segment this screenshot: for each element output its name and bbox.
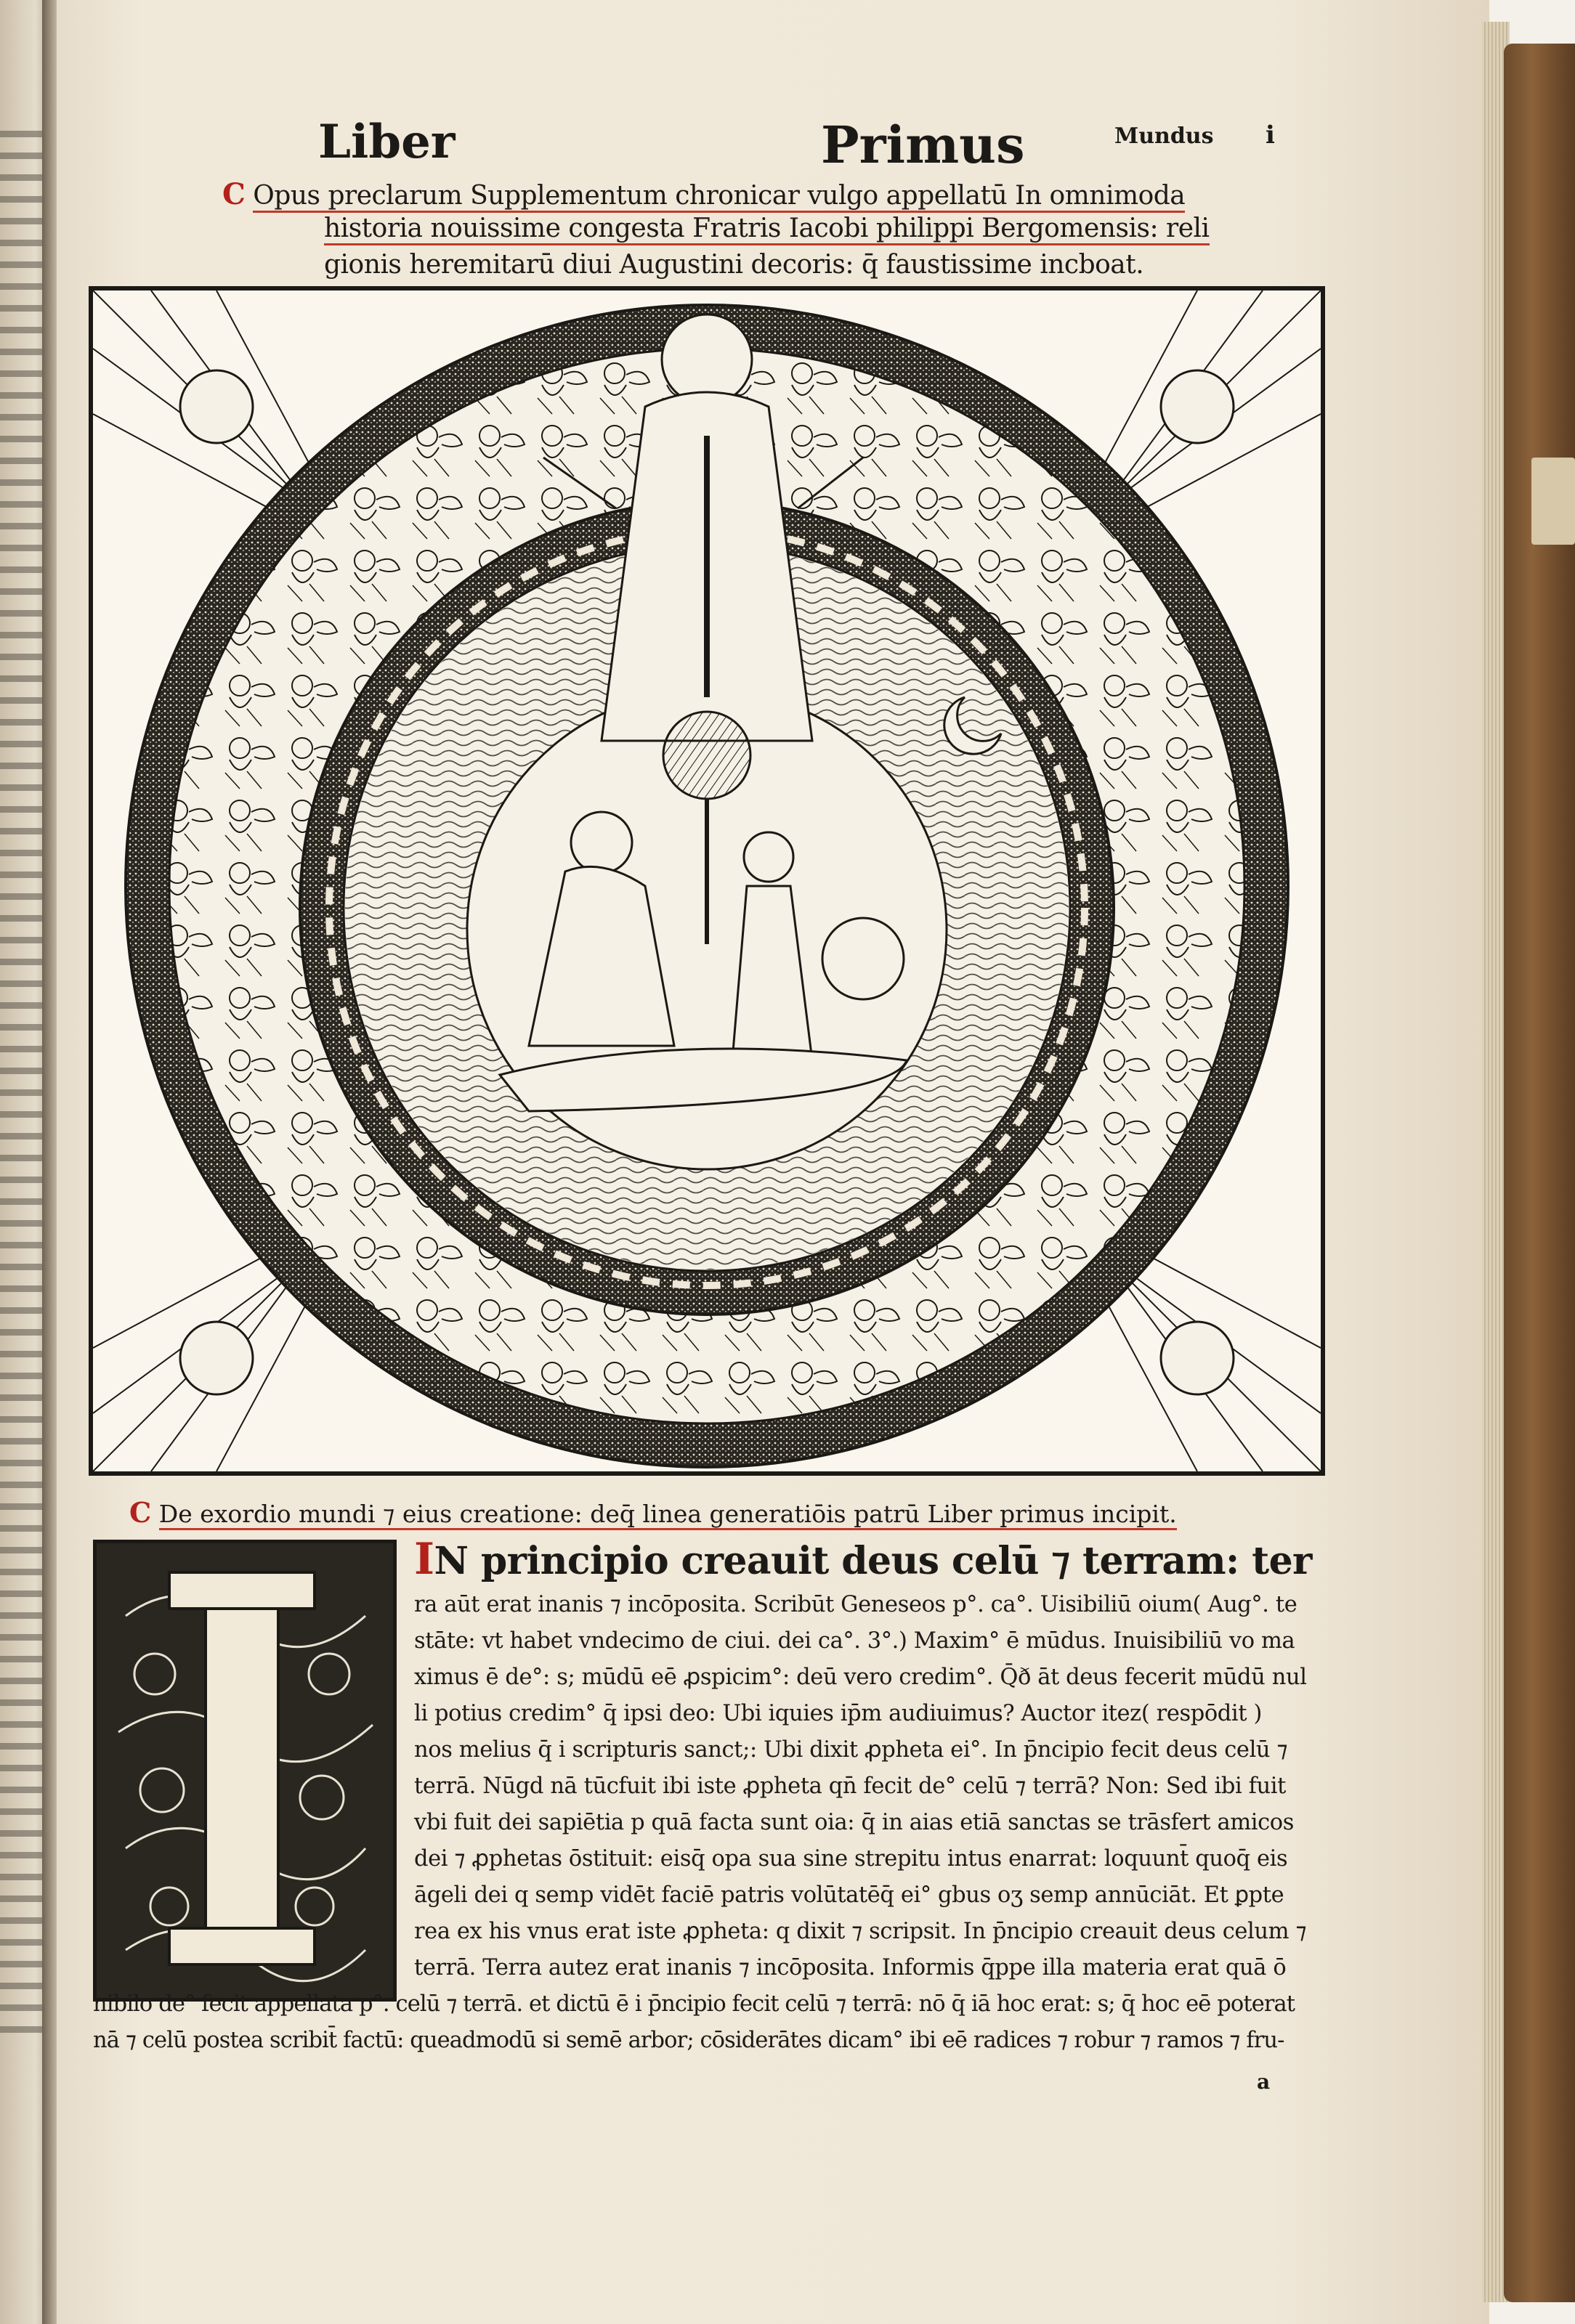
header-liber: Liber: [318, 115, 456, 169]
folio-number: i: [1266, 121, 1275, 150]
title-line-2: [324, 214, 1210, 243]
body-line-3: ximus ē de°: s; mūdū eē ꝓspicim°: deū vero credim°. Q̄ð āt deus fecerit mūdū nul: [414, 1665, 1307, 1690]
body-line-10: rea ex his vnus erat iste ꝓpheta: q dixit ⁊ scripsit. In p̄ncipio creauit deus celum ⁊: [414, 1919, 1307, 1944]
title-line-2-text: historia nouissime congesta Fratris Iacobi philippi Bergomensis: reli: [324, 214, 1210, 245]
body-line-12: nibilo de° fecit appellata p°. celū ⁊ terrā. et dictū ē i p̄ncipio fecit celū ⁊ terrā: nō q̄ iā hoc erat: s; q̄ hoc eē poterat: [93, 1991, 1295, 2017]
header-mundus: Mundus: [1114, 123, 1214, 149]
woodcut-drawing: [93, 290, 1321, 1471]
caption-text: De exordio mundi ⁊ eius creatione: deq̄ linea generatiōis patrū Liber primus incipit.: [159, 1500, 1177, 1530]
creation-woodcut: [89, 286, 1325, 1476]
body-line-5: nos melius q̄ i scripturis sanct;: Ubi dixit ꝓpheta ei°. In p̄ncipio fecit deus celū ⁊: [414, 1737, 1288, 1763]
body-line-4: li potius credim° q̄ ipsi deo: Ubi iquies ip̄m audiuimus? Auctor itez( respōdit ): [414, 1701, 1262, 1726]
title-line-1: [222, 177, 1185, 211]
decorated-initial: [93, 1540, 397, 2002]
paper-tab: [1531, 458, 1575, 545]
title-line-1-text: Opus preclarum Supplementum chronicar vulgo appellatū In omnimoda: [253, 181, 1185, 213]
book-gutter: [42, 0, 58, 2324]
initial-ornament: [97, 1543, 393, 1998]
catchword: a: [1257, 2070, 1271, 2094]
incipit-text: N principio creauit deus celū ⁊ terram: ter: [434, 1539, 1312, 1583]
body-line-9: āgeli dei q semp vidēt faciē patris volūtatēq̄ ei° gbus oʒ semp annūciāt. Et ꝑpte: [414, 1882, 1284, 1908]
body-line-7: vbi fuit dei sapiētia p quā facta sunt oia: q̄ in aias etiā sanctas se trāsfert amicos: [414, 1810, 1295, 1835]
body-line-13: nā ⁊ celū postea scribit̄ factū: queadmodū si semē arbor; cōsiderātes dicam° ibi eē radices ⁊ robur ⁊ ramos ⁊ fru-: [93, 2028, 1284, 2053]
pilcrow-mark: C: [222, 177, 246, 211]
body-line-8: dei ⁊ ꝓphetas ōstituit: eisq̄ opa sua sine strepitu intus enarrat: loquunt̄ quoq̄ eis: [414, 1846, 1288, 1872]
title-line-3: [324, 250, 1143, 280]
chapter-caption: [129, 1496, 1177, 1529]
body-line-1: ra aūt erat inanis ⁊ incōposita. Scribūt Geneseos p°. ca°. Uisibiliū oium( Aug°. te: [414, 1592, 1297, 1617]
header-primus: Primus: [821, 115, 1025, 175]
left-page-text: [0, 131, 42, 2033]
caption-pilcrow: C: [129, 1496, 152, 1529]
body-line-11: terrā. Terra autez erat inanis ⁊ incōposita. Informis q̄ppe illa materia erat quā ō: [414, 1955, 1287, 1980]
title-line-3-text: gionis heremitarū diui Augustini decoris: q̄ faustissime incboat.: [324, 250, 1144, 280]
book-binding: [1504, 44, 1575, 2302]
incipit-red-initial: I: [414, 1534, 434, 1585]
body-line-6: terrā. Nūgd nā tūcfuit ibi iste ꝓpheta qn̄ fecit de° celū ⁊ terrā? Non: Sed ibi fuit: [414, 1774, 1286, 1799]
incipit-line: [414, 1534, 1312, 1585]
body-line-2: stāte: vt habet vndecimo de ciui. dei ca°. 3°.) Maxim° ē mūdus. Inuisibiliū vo ma: [414, 1628, 1295, 1654]
